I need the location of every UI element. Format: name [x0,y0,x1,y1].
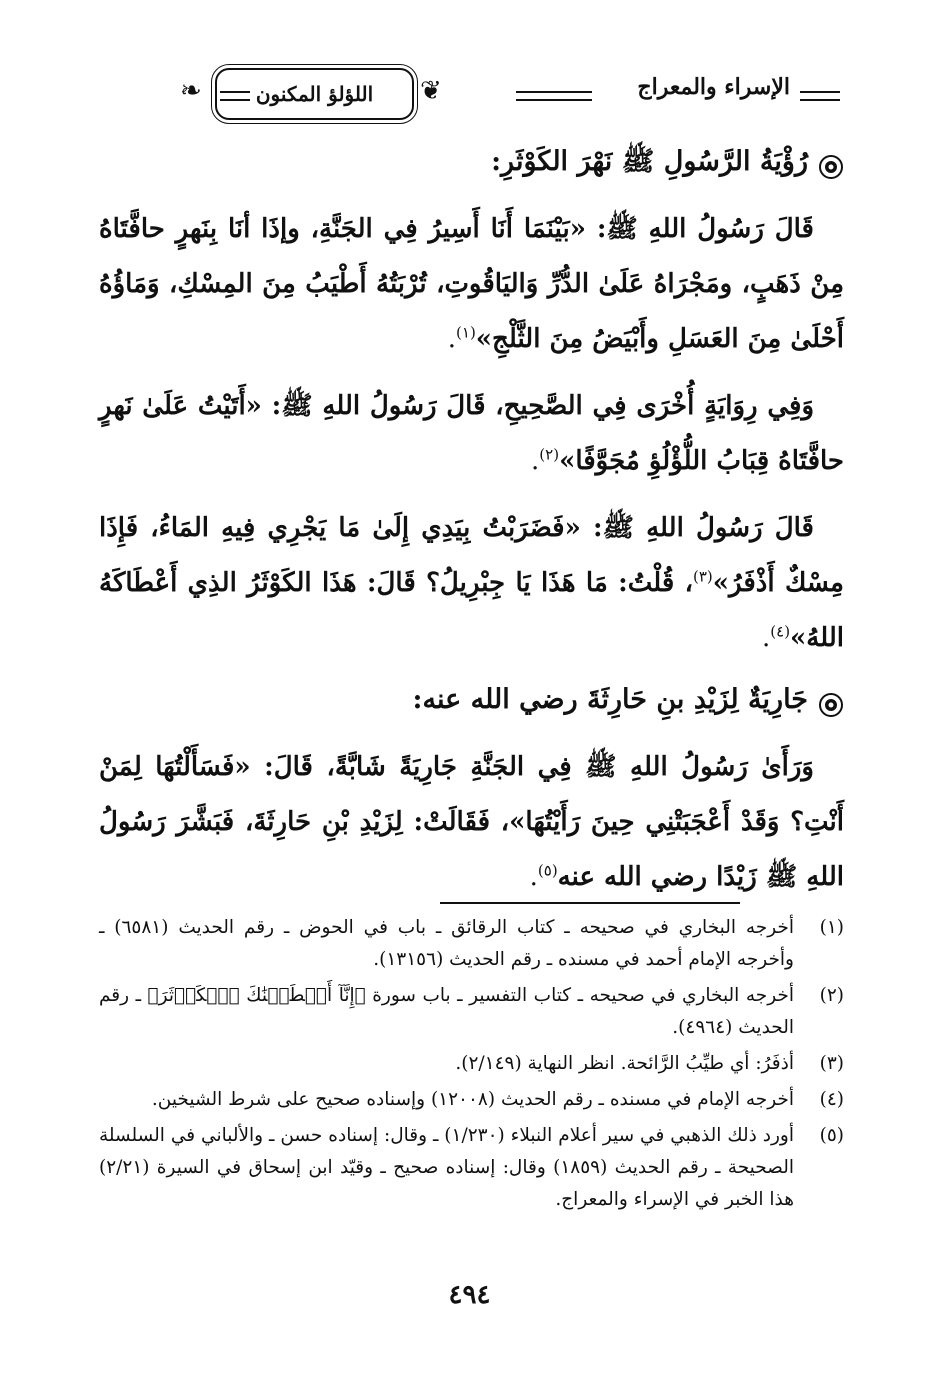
footnote-ref[interactable]: (٢) [539,445,560,464]
footnote [99,1120,844,1216]
book-title: اللؤلؤ المكنون [255,82,374,106]
hadith-paragraph [99,501,844,666]
section-title: الإسراء والمعراج [637,74,790,100]
section-heading [99,678,844,722]
paragraph-end: . [531,446,540,476]
paragraph-text: قَالَ رَسُولُ اللهِ ﷺ: «فَضَرَبْتُ بِيَدِي إِلَىٰ مَا يَجْرِي فِيهِ المَاءُ، فَإِذَا مِسْكٌ أَذْفَرُ» [99,513,844,598]
paragraph-text: وَرَأَىٰ رَسُولُ اللهِ ﷺ فِي الجَنَّةِ جَارِيَةً شَابَّةً، قَالَ: «فَسَأَلْتُهَا لِمَنْ أَنْتِ؟ وَقَدْ أَعْجَبَتْنِي حِينَ رَأَيْتُهَا»، فَقَالَتْ: لِزَيْدِ بْنِ حَارِثَةَ، فَبَشَّرَ رَسُولُ اللهِ ﷺ زَيْدًا رضي الله عنه [99,752,844,892]
paragraph-end: . [447,324,457,354]
floral-ornament-icon: ❦ [420,76,442,106]
paragraph-text: قَالَ رَسُولُ اللهِ ﷺ: «بَيْنَمَا أَنَا أَسِيرُ فِي الجَنَّةِ، وإذَا أنَا بِنَهرٍ حافَّتَاهُ مِنْ ذَهَبٍ، ومَجْرَاهُ عَلَىٰ الدُّرِّ وَاليَاقُوتِ، تُرْبَتُهُ أَطْيَبُ مِنَ المِسْكِ، وَمَاؤُهُ أَحْلَىٰ مِنَ العَسَلِ وأَبْيَضُ مِنَ الثَّلْجِ» [99,214,844,354]
section-heading [99,140,844,184]
footnotes [99,912,844,1220]
footnote-text: أخرجه البخاري في صحيحه ـ كتاب الرقائق ـ باب في الحوض ـ رقم الحديث (٦٥٨١) ـ وأخرجه الإمام أحمد في مسنده ـ رقم الحديث (١٣١٥٦). [99,917,794,970]
footnote-ref[interactable]: (١) [456,323,476,342]
floral-ornament-icon: ❧ [180,76,202,106]
footnote-number: (١) [819,917,844,938]
footnote [99,912,844,976]
footnote [99,1084,844,1116]
footnote [99,1048,844,1080]
paragraph-text: ، قُلْتُ: مَا هَذَا يَا جِبْرِيلُ؟ قَالَ: هَذَا الكَوْثَرُ الذِي أَعْطَاكَهُ اللهُ» [99,568,844,653]
footnote-text: أخرجه الإمام في مسنده ـ رقم الحديث (١٢٠٠٨) وإسناده صحيح على شرط الشيخين. [151,1089,794,1110]
header-rule [220,91,250,101]
footnote [99,980,844,1044]
footnote-separator [440,902,740,904]
footnote-ref[interactable]: (٥) [537,861,558,880]
header-rule [800,91,840,101]
hadith-paragraph [99,202,844,367]
footnote-text: أخرجه البخاري في صحيحه ـ كتاب التفسير ـ باب سورة ﴿إِنَّآ أَعۡطَيۡنَٰكَ ٱلۡكَوۡثَرَ﴾ ـ رقم الحديث (٤٩٦٤). [99,985,794,1038]
footnote-number: (٢) [819,985,844,1006]
footnote-number: (٥) [819,1125,844,1146]
footnote-text: أذفَرُ: أي طيِّبُ الرَّائحة. انظر النهاية (٢/١٤٩). [455,1053,794,1074]
hadith-paragraph [99,740,844,905]
paragraph-text: وَفِي رِوَايَةٍ أُخْرَى فِي الصَّحِيحِ، قَالَ رَسُولُ اللهِ ﷺ: «أَتَيْتُ عَلَىٰ نَهرٍ حافَّتَاهُ قِبَابُ اللُّؤْلُؤِ مُجَوَّفًا» [99,391,844,476]
footnote-ref[interactable]: (٣) [693,567,713,586]
page-number: ٤٩٤ [448,1280,491,1310]
page-header [95,58,840,130]
footnote-number: (٣) [819,1053,844,1074]
main-text [99,140,844,917]
paragraph-end: . [529,862,538,892]
footnote-ref[interactable]: (٤) [770,622,791,641]
heading-text: جَارِيَةٌ لِزَيْدِ بنِ حَارِثَةَ رضي الله عنه: [412,684,808,715]
header-rule [516,91,592,101]
heading-text: رُؤْيَةُ الرَّسُولِ ﷺ نَهْرَ الكَوْثَرِ: [491,146,808,177]
flower-bullet-icon [818,688,844,714]
footnote-text: أورد ذلك الذهبي في سير أعلام النبلاء (١/٢٣٠) ـ وقال: إسناده حسن ـ والألباني في السلسلة الصحيحة ـ رقم الحديث (١٨٥٩) وقال: إسناده صحيح ـ وقيّد ابن إسحاق في السيرة (٢/٢١) هذا الخبر في الإسراء والمعراج. [99,1125,794,1210]
flower-bullet-icon [818,150,844,176]
footnote-number: (٤) [819,1089,844,1110]
hadith-paragraph [99,379,844,489]
paragraph-end: . [762,623,771,653]
